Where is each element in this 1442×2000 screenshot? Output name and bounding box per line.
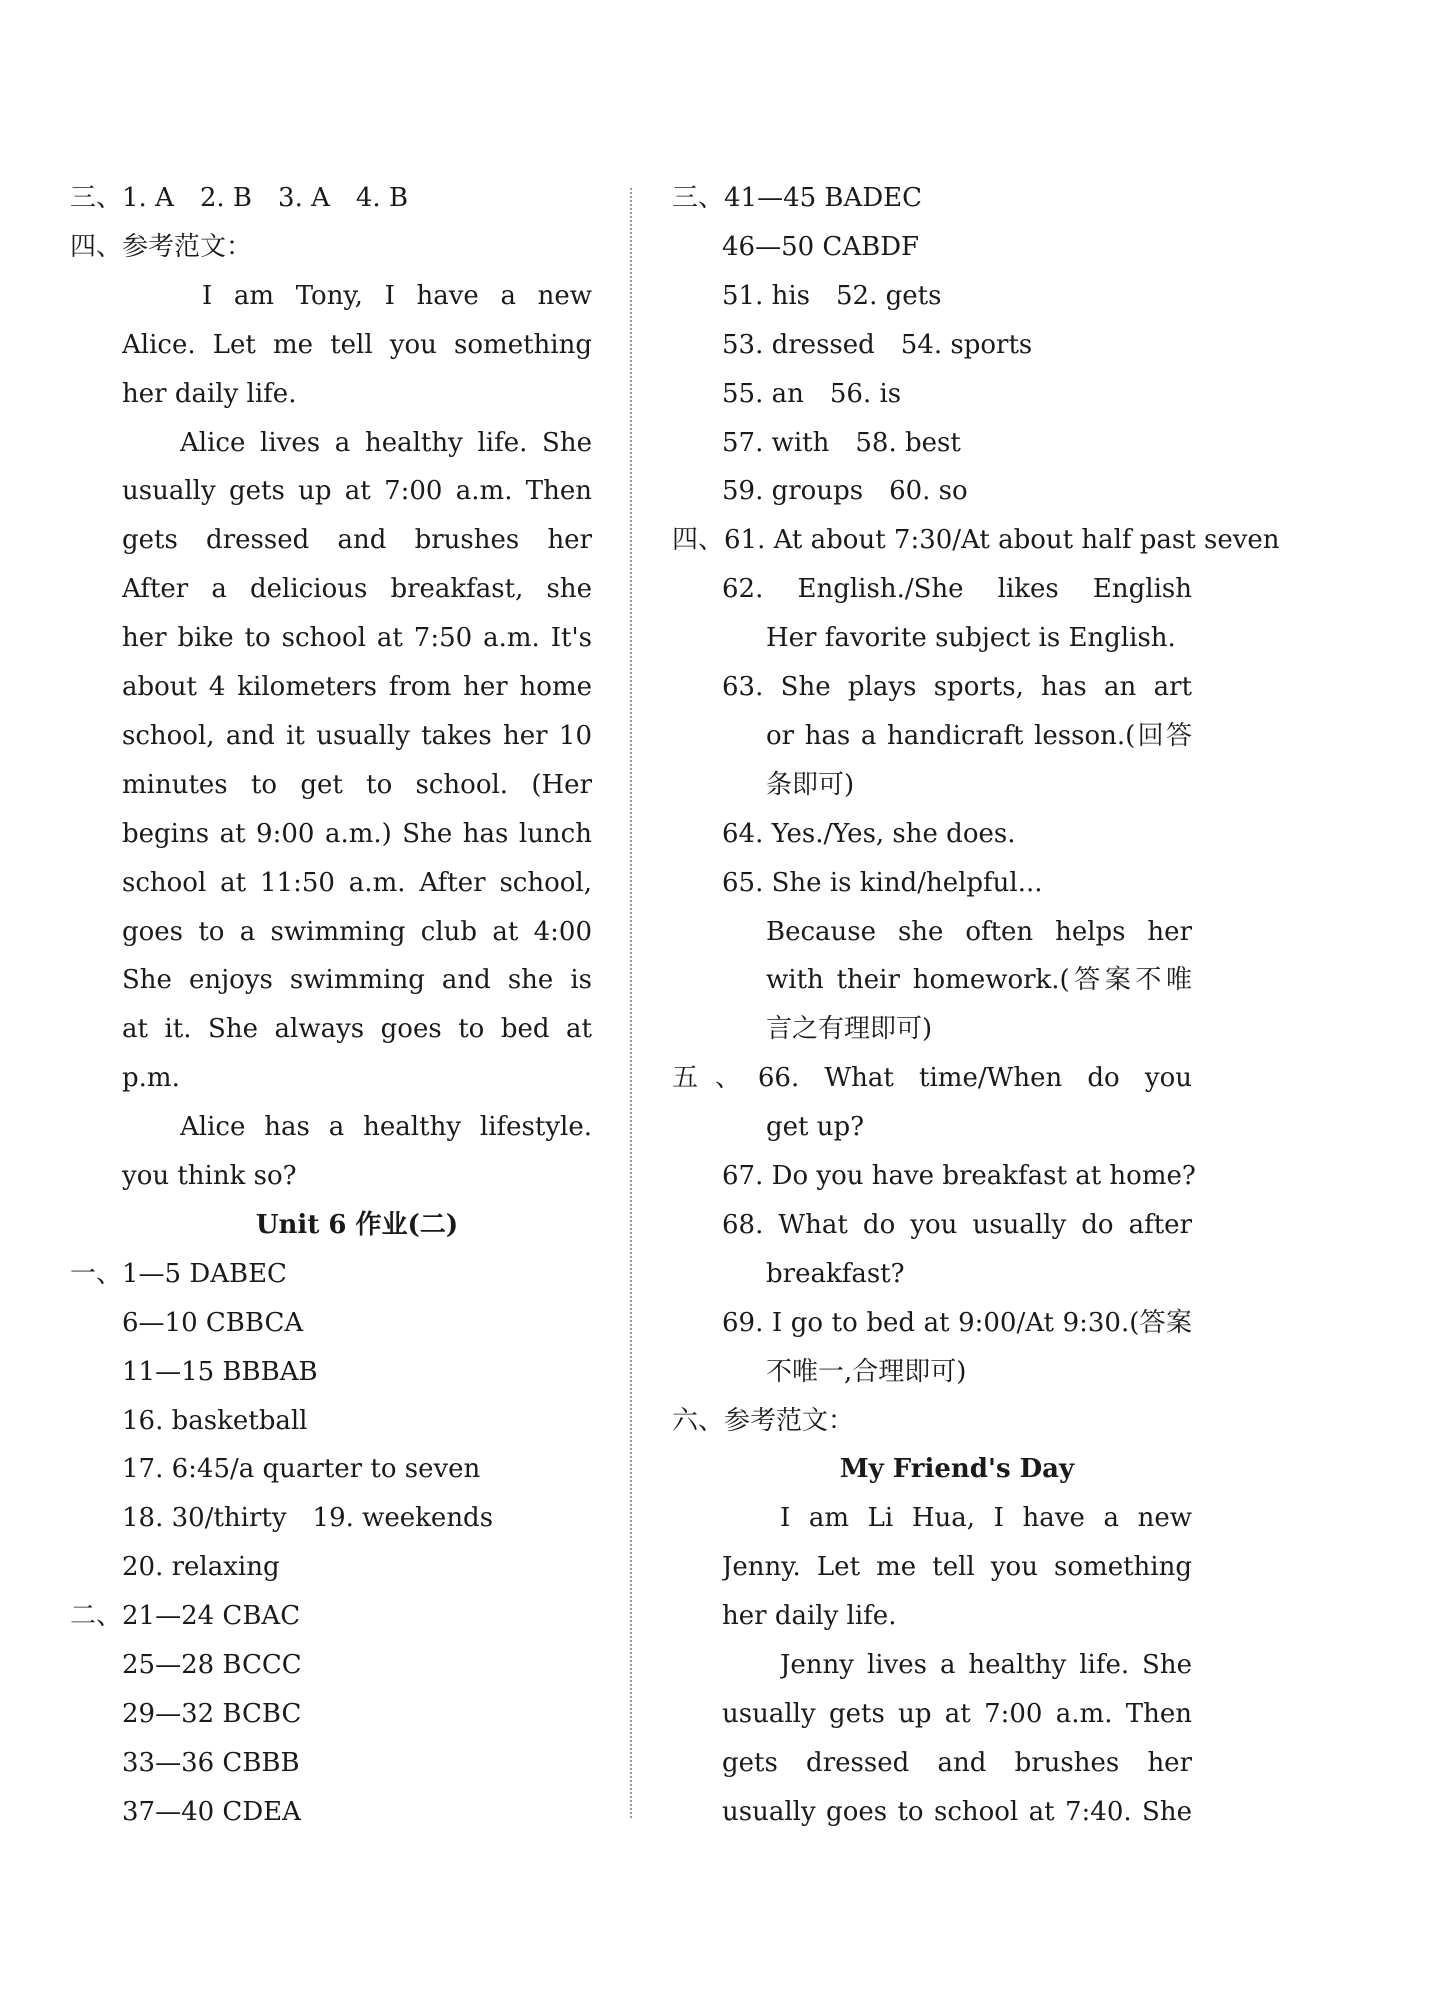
left-line-7: usually gets up at 7:00 a.m. Then — [122, 476, 592, 507]
left-line-23: 一、1—5 DABEC — [70, 1258, 287, 1289]
right-line-19: 五、66. What time/When do you — [672, 1063, 1192, 1094]
right-line-6: 57. with 58. best — [722, 427, 961, 458]
right-line-24: 69. I go to bed at 9:00/At 9:30.(答案 — [722, 1307, 1192, 1338]
right-line-29: Jenny. Let me tell you something — [722, 1552, 1192, 1583]
left-line-27: 17. 6:45/a quarter to seven — [122, 1454, 481, 1485]
right-line-18: 言之有理即可) — [766, 1014, 933, 1045]
right-line-15: 65. She is kind/helpful... — [722, 867, 1043, 898]
right-line-1: 三、41—45 BADEC — [672, 183, 923, 213]
left-line-20: Alice has a healthy lifestyle. — [180, 1112, 592, 1143]
right-line-23: breakfast? — [766, 1258, 905, 1289]
left-line-25: 11—15 BBBAB — [122, 1356, 318, 1387]
left-line-6: Alice lives a healthy life. She — [180, 427, 592, 458]
left-line-18: at it. She always goes to bed at — [122, 1014, 592, 1045]
right-line-25: 不唯一,合理即可) — [766, 1356, 967, 1387]
left-line-28: 18. 30/thirty 19. weekends — [122, 1503, 494, 1534]
right-line-31: Jenny lives a healthy life. She — [780, 1650, 1192, 1680]
right-line-3: 51. his 52. gets — [722, 280, 942, 311]
left-line-31: 25—28 BCCC — [122, 1650, 302, 1680]
right-line-14: 64. Yes./Yes, she does. — [722, 818, 1016, 849]
right-line-8: 四、61. At about 7:30/At about half past seven — [672, 525, 1280, 556]
left-line-29: 20. relaxing — [122, 1552, 280, 1583]
right-line-33: gets dressed and brushes her — [722, 1747, 1192, 1778]
right-line-7: 59. groups 60. so — [722, 476, 968, 507]
right-line-5: 55. an 56. is — [722, 378, 902, 409]
left-line-10: her bike to school at 7:50 a.m. It's — [122, 623, 592, 654]
right-line-34: usually goes to school at 7:40. She — [722, 1796, 1192, 1827]
right-line-28: I am Li Hua, I have a new — [780, 1503, 1192, 1534]
right-line-30: her daily life. — [722, 1601, 897, 1632]
left-line-24: 6—10 CBBCA — [122, 1307, 304, 1338]
left-line-4: Alice. Let me tell you something — [122, 329, 592, 360]
left-line-13: minutes to get to school. (Her — [122, 769, 592, 800]
left-line-12: school, and it usually takes her 10 — [122, 720, 592, 751]
left-line-30: 二、21—24 CBAC — [70, 1601, 301, 1632]
left-line-22: Unit 6 作业(二) — [255, 1209, 459, 1240]
right-line-17: with their homework.(答案不唯 — [766, 965, 1192, 996]
left-line-26: 16. basketball — [122, 1405, 308, 1436]
right-line-12: or has a handicraft lesson.(回答 — [766, 720, 1192, 751]
left-line-32: 29—32 BCBC — [122, 1698, 302, 1729]
right-line-16: Because she often helps her — [766, 916, 1192, 947]
left-line-5: her daily life. — [122, 378, 297, 409]
left-line-14: begins at 9:00 a.m.) She has lunch — [122, 818, 592, 849]
right-line-27: My Friend's Day — [839, 1454, 1075, 1485]
right-line-11: 63. She plays sports, has an art — [722, 672, 1192, 702]
left-line-16: goes to a swimming club at 4:00 — [122, 916, 592, 947]
left-line-33: 33—36 CBBB — [122, 1747, 300, 1778]
left-line-17: She enjoys swimming and she is — [122, 965, 592, 996]
right-line-2: 46—50 CABDF — [722, 231, 920, 262]
left-line-34: 37—40 CDEA — [122, 1796, 301, 1827]
right-line-20: get up? — [766, 1112, 865, 1143]
left-line-21: you think so? — [122, 1161, 297, 1191]
right-line-10: Her favorite subject is English. — [766, 623, 1176, 654]
right-line-21: 67. Do you have breakfast at home? — [722, 1161, 1196, 1191]
right-line-4: 53. dressed 54. sports — [722, 329, 1033, 360]
left-line-15: school at 11:50 a.m. After school, — [122, 867, 592, 898]
left-line-19: p.m. — [122, 1063, 180, 1094]
right-line-32: usually gets up at 7:00 a.m. Then — [722, 1698, 1192, 1729]
right-line-9: 62. English./She likes English — [722, 574, 1192, 605]
right-line-22: 68. What do you usually do after — [722, 1209, 1192, 1240]
left-line-1: 三、1. A 2. B 3. A 4. B — [70, 183, 409, 213]
left-line-2: 四、参考范文： — [70, 231, 253, 262]
right-line-26: 六、参考范文： — [672, 1405, 855, 1436]
right-line-13: 条即可) — [766, 769, 855, 800]
left-line-11: about 4 kilometers from her home — [122, 672, 592, 702]
left-line-9: After a delicious breakfast, she — [122, 574, 592, 605]
left-line-3: I am Tony, I have a new — [202, 280, 592, 311]
column-divider — [630, 188, 632, 1818]
left-line-8: gets dressed and brushes her — [122, 525, 592, 556]
